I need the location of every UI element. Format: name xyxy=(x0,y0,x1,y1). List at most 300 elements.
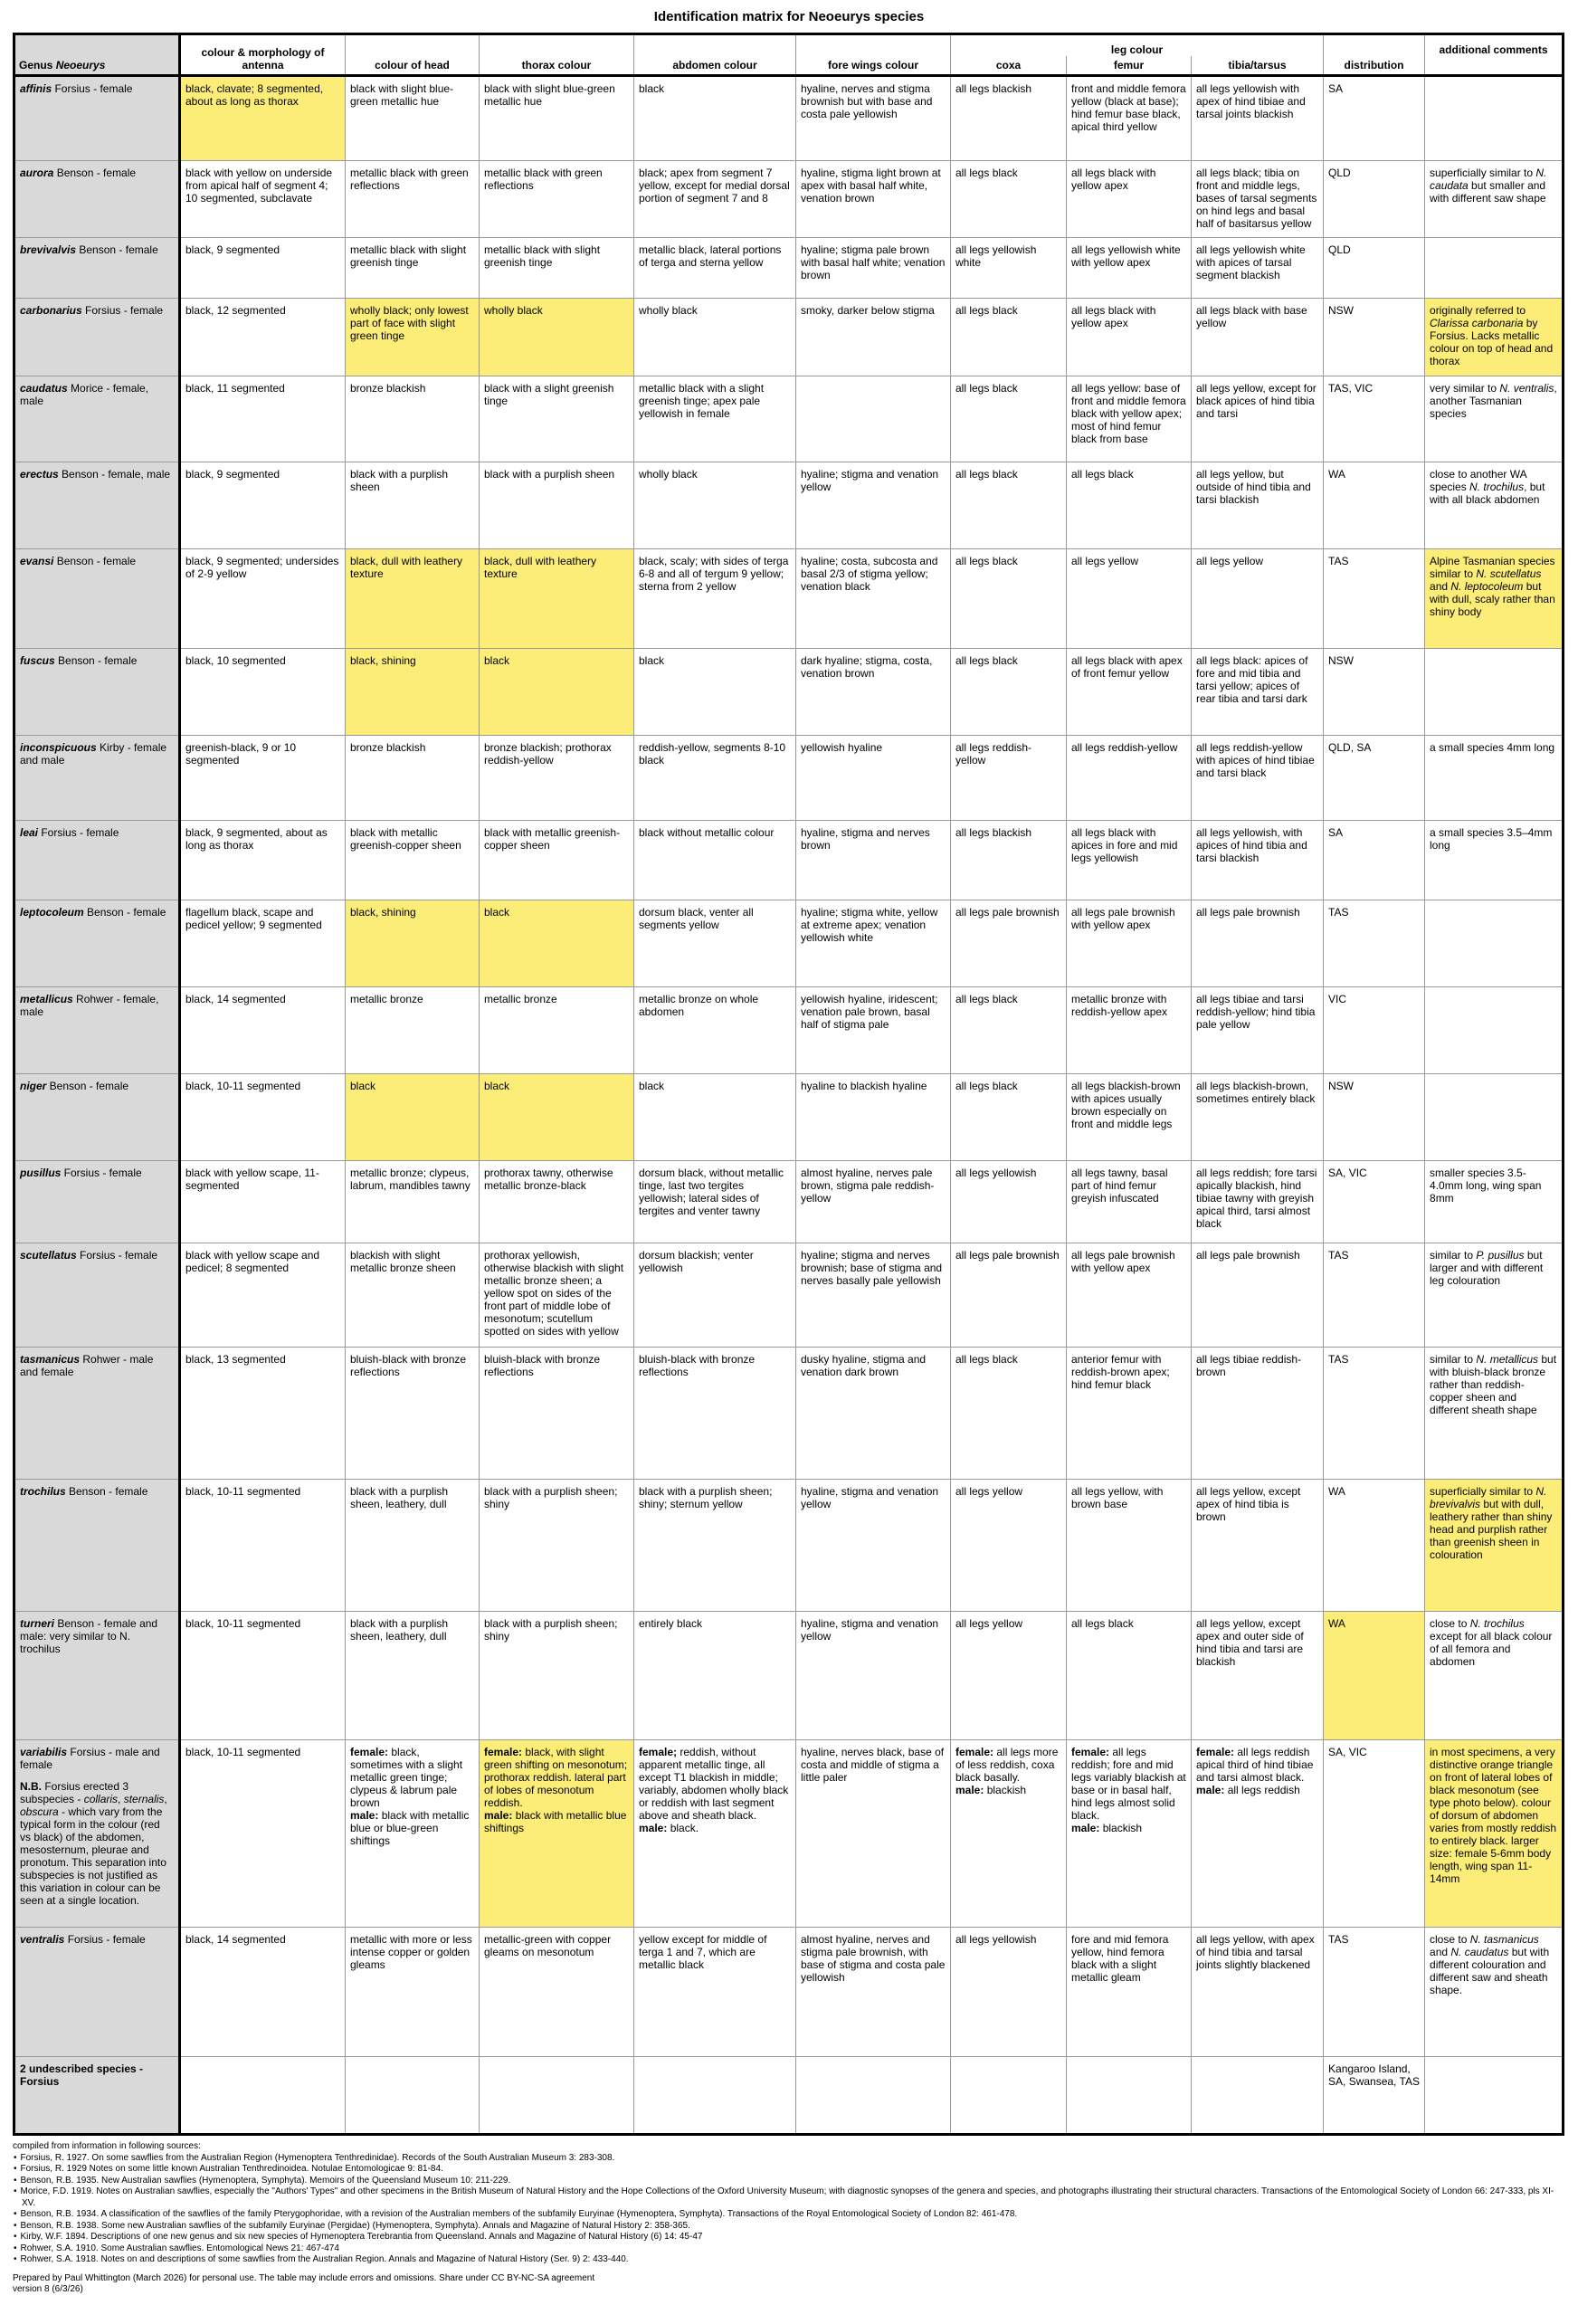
cell-coxa: all legs reddish-yellow xyxy=(951,736,1067,821)
cell-antenna: black, 9 segmented xyxy=(180,237,346,298)
col-header-femur: femur xyxy=(1067,56,1192,76)
cell-antenna xyxy=(180,2057,346,2135)
species-cell xyxy=(14,1160,180,1243)
cell-coxa: all legs black xyxy=(951,986,1067,1073)
cell-tibia: all legs blackish-brown, sometimes entirely black xyxy=(1192,1073,1324,1160)
cell-tibia: all legs yellowish, with apices of hind tibia and tarsi blackish xyxy=(1192,821,1324,900)
species-name: carbonarius xyxy=(20,303,82,317)
cell-head: metallic with more or less intense copper or golden gleams xyxy=(346,1928,480,2057)
col-header-coxa: coxa xyxy=(951,56,1067,76)
cell-femur: all legs yellow, with brown base xyxy=(1067,1479,1192,1612)
species-name: scutellatus xyxy=(20,1249,77,1262)
cell-tibia: all legs tibiae and tarsi reddish-yellow; hind tibia pale yellow xyxy=(1192,986,1324,1073)
cell-antenna: black with yellow scape and pedicel; 8 segmented xyxy=(180,1243,346,1347)
cell-forewings: yellowish hyaline, iridescent; venation pale brown, basal half of stigma pale xyxy=(796,986,951,1073)
cell-antenna: black, 10-11 segmented xyxy=(180,1073,346,1160)
cell-tibia xyxy=(1192,2057,1324,2135)
cell-tibia: all legs black: apices of fore and mid tibia and tarsi yellow; apices of rear tibia and tarsi dark xyxy=(1192,649,1324,736)
cell-head: metallic bronze; clypeus, labrum, mandibles tawny xyxy=(346,1160,480,1243)
table-row xyxy=(14,1479,1564,1612)
cell-forewings: hyaline; stigma pale brown with basal half white; venation brown xyxy=(796,237,951,298)
table-row xyxy=(14,549,1564,649)
cell-tibia: all legs pale brownish xyxy=(1192,1243,1324,1347)
species-author: Benson - female xyxy=(54,654,138,668)
cell-head: black with a purplish sheen, leathery, dull xyxy=(346,1612,480,1740)
cell-distribution: TAS xyxy=(1324,1928,1425,2057)
cell-antenna: black, 10-11 segmented xyxy=(180,1479,346,1612)
table-row xyxy=(14,376,1564,462)
cell-tibia: all legs black; tibia on front and middle legs, bases of tarsal segments on hind legs and basal half of basitarsus yellow xyxy=(1192,160,1324,237)
species-author: Benson - female, male xyxy=(58,468,171,481)
cell-forewings: smoky, darker below stigma xyxy=(796,298,951,376)
cell-antenna: black, 10 segmented xyxy=(180,649,346,736)
species-cell xyxy=(14,76,180,161)
cell-head: female: black, sometimes with a slight metallic green tinge; clypeus & labrum pale brown male: black with metallic blue or blue-green shiftings xyxy=(346,1740,480,1928)
table-row xyxy=(14,1243,1564,1347)
table-row xyxy=(14,1612,1564,1740)
species-author: Forsius - female xyxy=(38,826,119,840)
cell-distribution: Kangaroo Island, SA, Swansea, TAS xyxy=(1324,2057,1425,2135)
cell-thorax: prothorax tawny, otherwise metallic bronze-black xyxy=(480,1160,634,1243)
species-name: trochilus xyxy=(20,1484,66,1498)
cell-head xyxy=(346,2057,480,2135)
cell-distribution: QLD xyxy=(1324,237,1425,298)
table-row xyxy=(14,1160,1564,1243)
cell-comments: close to another WA species N. trochilus, but with all black abdomen xyxy=(1425,462,1564,549)
cell-comments xyxy=(1425,237,1564,298)
table-row xyxy=(14,736,1564,821)
species-name: metallicus xyxy=(20,992,73,1005)
cell-forewings xyxy=(796,2057,951,2135)
table-row xyxy=(14,298,1564,376)
cell-coxa: all legs black xyxy=(951,298,1067,376)
species-author: Morice - female, male xyxy=(20,381,149,407)
cell-forewings xyxy=(796,376,951,462)
cell-distribution: TAS xyxy=(1324,1347,1425,1479)
cell-coxa: all legs yellowish xyxy=(951,1928,1067,2057)
species-cell xyxy=(14,821,180,900)
cell-abdomen: dorsum black, without metallic tinge, last two tergites yellowish; lateral sides of tergites and venter tawny xyxy=(634,1160,796,1243)
species-author: Benson - female xyxy=(83,905,166,919)
cell-femur: all legs yellow: base of front and middle femora black with yellow apex; most of hind femur black from base xyxy=(1067,376,1192,462)
cell-thorax: black xyxy=(480,900,634,986)
cell-femur: all legs pale brownish with yellow apex xyxy=(1067,1243,1192,1347)
cell-femur: all legs black with apices in fore and mid legs yellowish xyxy=(1067,821,1192,900)
species-author: Rohwer - female, male xyxy=(20,992,159,1018)
cell-thorax: prothorax yellowish, otherwise blackish with slight metallic bronze sheen; a yellow spot on sides of the front part of middle lobe of mesonotum; scutellum spotted on sides with yellow xyxy=(480,1243,634,1347)
cell-forewings: hyaline, nerves and stigma brownish but with base and costa pale yellowish xyxy=(796,76,951,161)
cell-femur: female: all legs reddish; fore and mid legs variably blackish at base or in basal half, hind legs almost solid black. male: blackish xyxy=(1067,1740,1192,1928)
cell-tibia: female: all legs reddish apical third of hind tibiae and tarsi almost black. male: all legs reddish xyxy=(1192,1740,1324,1928)
cell-femur: fore and mid femora yellow, hind femora black with a slight metallic gleam xyxy=(1067,1928,1192,2057)
species-cell xyxy=(14,649,180,736)
cell-comments: superficially similar to N. brevivalvis but with dull, leathery rather than shiny head and purplish rather than greenish sheen in colouration xyxy=(1425,1479,1564,1612)
species-author: Forsius - female xyxy=(81,303,164,317)
cell-femur: all legs yellowish white with yellow apex xyxy=(1067,237,1192,298)
cell-antenna: black, 14 segmented xyxy=(180,986,346,1073)
cell-tibia: all legs reddish-yellow with apices of hind tibiae and tarsi black xyxy=(1192,736,1324,821)
species-note: N.B. Forsius erected 3 subspecies - collaris, sternalis, obscura - which vary from the typical form in the colour (red vs black) of the abdomen, mesosternum, pleurae and pronotum. This separation into subspecies is not justified as this variation in colour can be seen at a single location. xyxy=(20,1780,167,1908)
table-row xyxy=(14,160,1564,237)
cell-abdomen: entirely black xyxy=(634,1612,796,1740)
cell-coxa: all legs pale brownish xyxy=(951,1243,1067,1347)
cell-comments xyxy=(1425,2057,1564,2135)
credit-line: Prepared by Paul Whittington (March 2026) for personal use. The table may include errors and omissions. Share under CC BY-NC-SA agreement xyxy=(13,2272,595,2283)
cell-thorax: black with a purplish sheen; shiny xyxy=(480,1479,634,1612)
cell-abdomen: black xyxy=(634,1073,796,1160)
species-cell xyxy=(14,462,180,549)
cell-thorax: bluish-black with bronze reflections xyxy=(480,1347,634,1479)
cell-head: black, shining xyxy=(346,900,480,986)
cell-femur: all legs black with apex of front femur yellow xyxy=(1067,649,1192,736)
col-header-antenna: colour & morphology of antenna xyxy=(180,34,346,76)
species-cell xyxy=(14,900,180,986)
species-author: Benson - female xyxy=(65,1484,148,1498)
cell-thorax: black with slight blue-green metallic hue xyxy=(480,76,634,161)
source-item: • Morice, F.D. 1919. Notes on Australian sawflies, especially the "Authors' Types" and other specimens in the British Museum of Natural History and the Hope Collections of the Oxford University Museum; with diagnostic synopses of the genera and species, and photographs illustrating their structural characters. Transactions of the Entomological Society of London 66: 247-333, pls XI-XV. xyxy=(22,2186,1562,2209)
cell-distribution: SA, VIC xyxy=(1324,1740,1425,1928)
cell-head: bronze blackish xyxy=(346,376,480,462)
source-item: • Benson, R.B. 1935. New Australian sawflies (Hymenoptera, Symphyta). Memoirs of the Queensland Museum 10: 211-229. xyxy=(22,2176,1562,2187)
cell-forewings: yellowish hyaline xyxy=(796,736,951,821)
species-name: turneri xyxy=(20,1617,55,1631)
species-name: caudatus xyxy=(20,381,68,395)
table-row xyxy=(14,821,1564,900)
table-row xyxy=(14,76,1564,161)
cell-thorax: metallic-green with copper gleams on mesonotum xyxy=(480,1928,634,2057)
cell-abdomen xyxy=(634,2057,796,2135)
sources-intro: compiled from information in following sources: xyxy=(13,2141,201,2151)
cell-thorax xyxy=(480,2057,634,2135)
cell-coxa: female: all legs more of less reddish, coxa black basally. male: blackish xyxy=(951,1740,1067,1928)
cell-forewings: hyaline, nerves black, base of costa and middle of stigma a little paler xyxy=(796,1740,951,1928)
cell-forewings: hyaline, stigma light brown at apex with basal half white, venation brown xyxy=(796,160,951,237)
cell-distribution: TAS, VIC xyxy=(1324,376,1425,462)
species-author: Rohwer - male and female xyxy=(20,1352,154,1378)
cell-forewings: dusky hyaline, stigma and venation dark brown xyxy=(796,1347,951,1479)
cell-comments: very similar to N. ventralis, another Tasmanian species xyxy=(1425,376,1564,462)
cell-distribution: NSW xyxy=(1324,649,1425,736)
cell-tibia: all legs yellow, except apex of hind tibia is brown xyxy=(1192,1479,1324,1612)
cell-distribution: SA xyxy=(1324,821,1425,900)
species-name: fuscus xyxy=(20,654,55,668)
cell-femur: all legs blackish-brown with apices usually brown especially on front and middle legs xyxy=(1067,1073,1192,1160)
cell-coxa: all legs yellow xyxy=(951,1479,1067,1612)
cell-head: black, shining xyxy=(346,649,480,736)
table-row xyxy=(14,237,1564,298)
cell-femur: anterior femur with reddish-brown apex; hind femur black xyxy=(1067,1347,1192,1479)
table-row xyxy=(14,1740,1564,1928)
table-row xyxy=(14,2057,1564,2135)
table-row xyxy=(14,1347,1564,1479)
cell-antenna: black, 9 segmented xyxy=(180,462,346,549)
species-author: Benson - female xyxy=(46,1079,129,1092)
col-header-distribution: distribution xyxy=(1324,56,1425,76)
cell-antenna: black, 12 segmented xyxy=(180,298,346,376)
matrix-body xyxy=(14,76,1564,2135)
col-header-head: colour of head xyxy=(346,56,480,76)
table-row xyxy=(14,900,1564,986)
cell-femur: metallic bronze with reddish-yellow apex xyxy=(1067,986,1192,1073)
cell-tibia: all legs yellow, but outside of hind tibia and tarsi blackish xyxy=(1192,462,1324,549)
source-item: • Rohwer, S.A. 1910. Some Australian sawflies. Entomological News 21: 467-474 xyxy=(22,2243,1562,2255)
cell-femur: all legs yellow xyxy=(1067,549,1192,649)
cell-distribution: SA xyxy=(1324,76,1425,161)
species-cell xyxy=(14,736,180,821)
col-header-genus: Genus Neoeurys xyxy=(14,56,180,76)
cell-coxa: all legs black xyxy=(951,649,1067,736)
species-cell xyxy=(14,986,180,1073)
species-cell xyxy=(14,1740,180,1928)
cell-distribution: SA, VIC xyxy=(1324,1160,1425,1243)
cell-abdomen: black with a purplish sheen; shiny; sternum yellow xyxy=(634,1479,796,1612)
cell-tibia: all legs yellow, except apex and outer side of hind tibia and tarsi are blackish xyxy=(1192,1612,1324,1740)
cell-distribution: WA xyxy=(1324,1479,1425,1612)
cell-coxa: all legs yellowish white xyxy=(951,237,1067,298)
cell-comments: close to N. tasmanicus and N. caudatus but with different colouration and different saw and sheath shape. xyxy=(1425,1928,1564,2057)
cell-femur: all legs black xyxy=(1067,1612,1192,1740)
cell-distribution: NSW xyxy=(1324,298,1425,376)
cell-abdomen: black without metallic colour xyxy=(634,821,796,900)
source-item: • Rohwer, S.A. 1918. Notes on and descriptions of some sawflies from the Australian Region. Annals and Magazine of Natural History (Ser. 9) 2: 433-440. xyxy=(22,2254,1562,2266)
species-author: Kirby - female and male xyxy=(20,741,167,767)
cell-comments: originally referred to Clarissa carbonaria by Forsius. Lacks metallic colour on top of head and thorax xyxy=(1425,298,1564,376)
cell-comments: superficially similar to N. caudata but smaller and with different saw shape xyxy=(1425,160,1564,237)
cell-abdomen: metallic black, lateral portions of terga and sterna yellow xyxy=(634,237,796,298)
species-name: leptocoleum xyxy=(20,905,84,919)
species-name: affinis xyxy=(20,82,52,95)
cell-femur: all legs pale brownish with yellow apex xyxy=(1067,900,1192,986)
cell-femur xyxy=(1067,2057,1192,2135)
source-item: • Forsius, R. 1927. On some sawflies from the Australian Region (Hymenoptera Tenthredinidae). Records of the South Australian Museum 3: 283-308. xyxy=(22,2153,1562,2165)
cell-femur: all legs black with yellow apex xyxy=(1067,160,1192,237)
cell-comments: close to N. trochilus except for all black colour of all femora and abdomen xyxy=(1425,1612,1564,1740)
species-author: Forsius - female xyxy=(76,1249,158,1262)
species-name: evansi xyxy=(20,555,54,568)
source-item: • Forsius, R. 1929 Notes on some little known Australian Tenthredinoidea. Notulae Entomologicae 9: 81-84. xyxy=(22,2164,1562,2176)
cell-comments: Alpine Tasmanian species similar to N. scutellatus and N. leptocoleum but with dull, scaly rather than shiny body xyxy=(1425,549,1564,649)
cell-comments xyxy=(1425,900,1564,986)
cell-forewings: dark hyaline; stigma, costa, venation brown xyxy=(796,649,951,736)
cell-comments xyxy=(1425,1073,1564,1160)
table-row xyxy=(14,1928,1564,2057)
species-cell xyxy=(14,1243,180,1347)
cell-thorax: female: black, with slight green shifting on mesonotum; prothorax reddish. lateral part of lobes of mesonotum reddish. male: black with metallic blue shiftings xyxy=(480,1740,634,1928)
cell-coxa: all legs yellowish xyxy=(951,1160,1067,1243)
cell-tibia: all legs yellowish with apex of hind tibiae and tarsal joints blackish xyxy=(1192,76,1324,161)
cell-thorax: black with metallic greenish-copper sheen xyxy=(480,821,634,900)
cell-distribution: QLD, SA xyxy=(1324,736,1425,821)
cell-forewings: hyaline, stigma and venation yellow xyxy=(796,1612,951,1740)
species-name: erectus xyxy=(20,468,59,481)
species-name: aurora xyxy=(20,166,54,179)
species-cell xyxy=(14,1073,180,1160)
cell-comments xyxy=(1425,76,1564,161)
species-author: Benson - female xyxy=(53,166,137,179)
cell-comments: similar to N. metallicus but with bluish-black bronze rather than reddish-copper sheen and different sheath shape xyxy=(1425,1347,1564,1479)
cell-antenna: black with yellow scape, 11-segmented xyxy=(180,1160,346,1243)
col-header-abdomen: abdomen colour xyxy=(634,56,796,76)
cell-distribution: TAS xyxy=(1324,1243,1425,1347)
cell-tibia: all legs pale brownish xyxy=(1192,900,1324,986)
cell-forewings: hyaline; stigma and nerves brownish; base of stigma and nerves basally pale yellowish xyxy=(796,1243,951,1347)
cell-head: black xyxy=(346,1073,480,1160)
cell-thorax: black with a slight greenish tinge xyxy=(480,376,634,462)
cell-abdomen: metallic bronze on whole abdomen xyxy=(634,986,796,1073)
species-name: leai xyxy=(20,826,39,840)
cell-thorax: black with a purplish sheen xyxy=(480,462,634,549)
col-header-thorax: thorax colour xyxy=(480,56,634,76)
cell-head: black with slight blue-green metallic hue xyxy=(346,76,480,161)
cell-antenna: black, 9 segmented; undersides of 2-9 yellow xyxy=(180,549,346,649)
cell-head: black with a purplish sheen xyxy=(346,462,480,549)
cell-head: blackish with slight metallic bronze sheen xyxy=(346,1243,480,1347)
cell-abdomen: dorsum blackish; venter yellowish xyxy=(634,1243,796,1347)
cell-coxa: all legs black xyxy=(951,549,1067,649)
cell-tibia: all legs yellow xyxy=(1192,549,1324,649)
cell-coxa: all legs black xyxy=(951,1347,1067,1479)
source-item: • Kirby, W.F. 1894. Descriptions of one new genus and six new species of Hymenoptera Terebrantia from Queensland. Annals and Magazine of Natural History (6) 14: 45-47 xyxy=(22,2232,1562,2243)
cell-head: wholly black; only lowest part of face with slight green tinge xyxy=(346,298,480,376)
cell-tibia: all legs yellowish white with apices of tarsal segment blackish xyxy=(1192,237,1324,298)
species-cell xyxy=(14,1928,180,2057)
table-row xyxy=(14,986,1564,1073)
species-cell xyxy=(14,549,180,649)
cell-thorax: black xyxy=(480,649,634,736)
cell-comments: smaller species 3.5-4.0mm long, wing span 8mm xyxy=(1425,1160,1564,1243)
cell-antenna: greenish-black, 9 or 10 segmented xyxy=(180,736,346,821)
cell-coxa: all legs blackish xyxy=(951,76,1067,161)
species-name: variabilis xyxy=(20,1746,68,1759)
cell-tibia: all legs tibiae reddish-brown xyxy=(1192,1347,1324,1479)
col-header-tibia: tibia/tarsus xyxy=(1192,56,1324,76)
cell-abdomen: metallic black with a slight greenish tinge; apex pale yellowish in female xyxy=(634,376,796,462)
cell-tibia: all legs yellow, with apex of hind tibia and tarsal joints slightly blackened xyxy=(1192,1928,1324,2057)
page-title: Identification matrix for Neoeurys species xyxy=(653,9,925,24)
species-name: niger xyxy=(20,1079,47,1092)
cell-comments: similar to P. pusillus but larger and with different leg colouration xyxy=(1425,1243,1564,1347)
cell-head: bronze blackish xyxy=(346,736,480,821)
cell-forewings: hyaline; stigma and venation yellow xyxy=(796,462,951,549)
cell-femur: all legs tawny, basal part of hind femur greyish infuscated xyxy=(1067,1160,1192,1243)
cell-thorax: bronze blackish; prothorax reddish-yellow xyxy=(480,736,634,821)
cell-distribution: WA xyxy=(1324,462,1425,549)
cell-forewings: hyaline, stigma and nerves brown xyxy=(796,821,951,900)
cell-coxa: all legs yellow xyxy=(951,1612,1067,1740)
cell-antenna: flagellum black, scape and pedicel yellow; 9 segmented xyxy=(180,900,346,986)
identification-matrix xyxy=(13,33,1564,2136)
cell-forewings: almost hyaline, nerves pale brown, stigma pale reddish-yellow xyxy=(796,1160,951,1243)
cell-abdomen: black; apex from segment 7 yellow, except for medial dorsal portion of segment 7 and 8 xyxy=(634,160,796,237)
cell-forewings: hyaline; costa, subcosta and basal 2/3 of stigma yellow; venation black xyxy=(796,549,951,649)
cell-forewings: hyaline to blackish hyaline xyxy=(796,1073,951,1160)
species-cell xyxy=(14,1479,180,1612)
cell-abdomen: wholly black xyxy=(634,298,796,376)
table-row xyxy=(14,649,1564,736)
cell-tibia: all legs yellow, except for black apices of hind tibia and tarsi xyxy=(1192,376,1324,462)
cell-antenna: black, clavate; 8 segmented, about as long as thorax xyxy=(180,76,346,161)
cell-comments: a small species 3.5–4mm long xyxy=(1425,821,1564,900)
cell-thorax: black xyxy=(480,1073,634,1160)
cell-abdomen: reddish-yellow, segments 8-10 black xyxy=(634,736,796,821)
cell-antenna: black with yellow on underside from apical half of segment 4; 10 segmented, subclavate xyxy=(180,160,346,237)
cell-abdomen: black, scaly; with sides of terga 6-8 and all of tergum 9 yellow; sterna from 2 yellow xyxy=(634,549,796,649)
cell-distribution: QLD xyxy=(1324,160,1425,237)
species-cell xyxy=(14,2057,180,2135)
source-item: • Benson, R.B. 1938. Some new Australian sawflies of the subfamily Euryinae (Pergidae) (Hymenoptera, Symphyta). Annals and Magazine of Natural History 2: 358-365. xyxy=(22,2221,1562,2233)
cell-femur: front and middle femora yellow (black at base); hind femur base black, apical third yellow xyxy=(1067,76,1192,161)
species-cell xyxy=(14,237,180,298)
cell-head: black with metallic greenish-copper sheen xyxy=(346,821,480,900)
cell-tibia: all legs reddish; fore tarsi apically blackish, hind tibiae tawny with greyish apical third, tarsi almost black xyxy=(1192,1160,1324,1243)
species-author: Forsius - male and female xyxy=(20,1746,160,1772)
source-item: • Benson, R.B. 1934. A classification of the sawflies of the family Pterygophoridae, with a revision of the Australian members of the subfamily Euryinae (Hymenoptera, Symphyta). Transactions of the Royal Entomological Society of London 82: 461-478. xyxy=(22,2209,1562,2221)
species-author: Benson - female and male: very similar to N. trochilus xyxy=(20,1617,158,1656)
cell-thorax: wholly black xyxy=(480,298,634,376)
cell-comments xyxy=(1425,986,1564,1073)
table-row xyxy=(14,462,1564,549)
cell-abdomen: bluish-black with bronze reflections xyxy=(634,1347,796,1479)
cell-forewings: hyaline, stigma and venation yellow xyxy=(796,1479,951,1612)
species-name: inconspicuous xyxy=(20,741,97,755)
table-row xyxy=(14,1073,1564,1160)
genus-header-spacer xyxy=(14,34,180,56)
cell-thorax: black with a purplish sheen; shiny xyxy=(480,1612,634,1740)
cell-antenna: black, 9 segmented, about as long as thorax xyxy=(180,821,346,900)
cell-distribution: NSW xyxy=(1324,1073,1425,1160)
version-line: version 8 (6/3/26) xyxy=(13,2284,83,2294)
cell-antenna: black, 10-11 segmented xyxy=(180,1612,346,1740)
cell-distribution: WA xyxy=(1324,1612,1425,1740)
cell-coxa xyxy=(951,2057,1067,2135)
cell-antenna: black, 14 segmented xyxy=(180,1928,346,2057)
cell-head: metallic black with green reflections xyxy=(346,160,480,237)
cell-coxa: all legs black xyxy=(951,376,1067,462)
species-cell xyxy=(14,160,180,237)
cell-abdomen: dorsum black, venter all segments yellow xyxy=(634,900,796,986)
cell-comments: a small species 4mm long xyxy=(1425,736,1564,821)
col-header-comments: additional comments xyxy=(1425,34,1564,56)
footer xyxy=(13,2141,1562,2296)
cell-thorax: metallic black with green reflections xyxy=(480,160,634,237)
cell-abdomen: yellow except for middle of terga 1 and 7, which are metallic black xyxy=(634,1928,796,2057)
cell-forewings: hyaline; stigma white, yellow at extreme apex; venation yellowish white xyxy=(796,900,951,986)
col-header-leg-colour: leg colour xyxy=(951,34,1324,56)
cell-femur: all legs reddish-yellow xyxy=(1067,736,1192,821)
cell-tibia: all legs black with base yellow xyxy=(1192,298,1324,376)
cell-thorax: black, dull with leathery texture xyxy=(480,549,634,649)
cell-antenna: black, 10-11 segmented xyxy=(180,1740,346,1928)
cell-thorax: metallic black with slight greenish tinge xyxy=(480,237,634,298)
cell-comments xyxy=(1425,649,1564,736)
cell-antenna: black, 13 segmented xyxy=(180,1347,346,1479)
species-cell xyxy=(14,1347,180,1479)
cell-thorax: metallic bronze xyxy=(480,986,634,1073)
cell-abdomen: female; reddish, without apparent metallic tinge, all except T1 blackish in middle; variably, abdomen wholly black or reddish with last segment above and sheath black. male: black. xyxy=(634,1740,796,1928)
species-name: brevivalvis xyxy=(20,243,77,256)
cell-distribution: TAS xyxy=(1324,549,1425,649)
cell-head: bluish-black with bronze reflections xyxy=(346,1347,480,1479)
cell-femur: all legs black xyxy=(1067,462,1192,549)
cell-comments: in most specimens, a very distinctive orange triangle on front of lateral lobes of black mesonotum (see type photo below). colour of dorsum of abdomen varies from mostly reddish to entirely black. larger size: female 5-6mm body length, wing span 11-14mm xyxy=(1425,1740,1564,1928)
cell-coxa: all legs black xyxy=(951,462,1067,549)
col-header-forewings: fore wings colour xyxy=(796,56,951,76)
species-cell xyxy=(14,1612,180,1740)
cell-coxa: all legs blackish xyxy=(951,821,1067,900)
species-name: pusillus xyxy=(20,1166,62,1179)
cell-head: black, dull with leathery texture xyxy=(346,549,480,649)
species-author: Benson - female xyxy=(53,555,137,568)
